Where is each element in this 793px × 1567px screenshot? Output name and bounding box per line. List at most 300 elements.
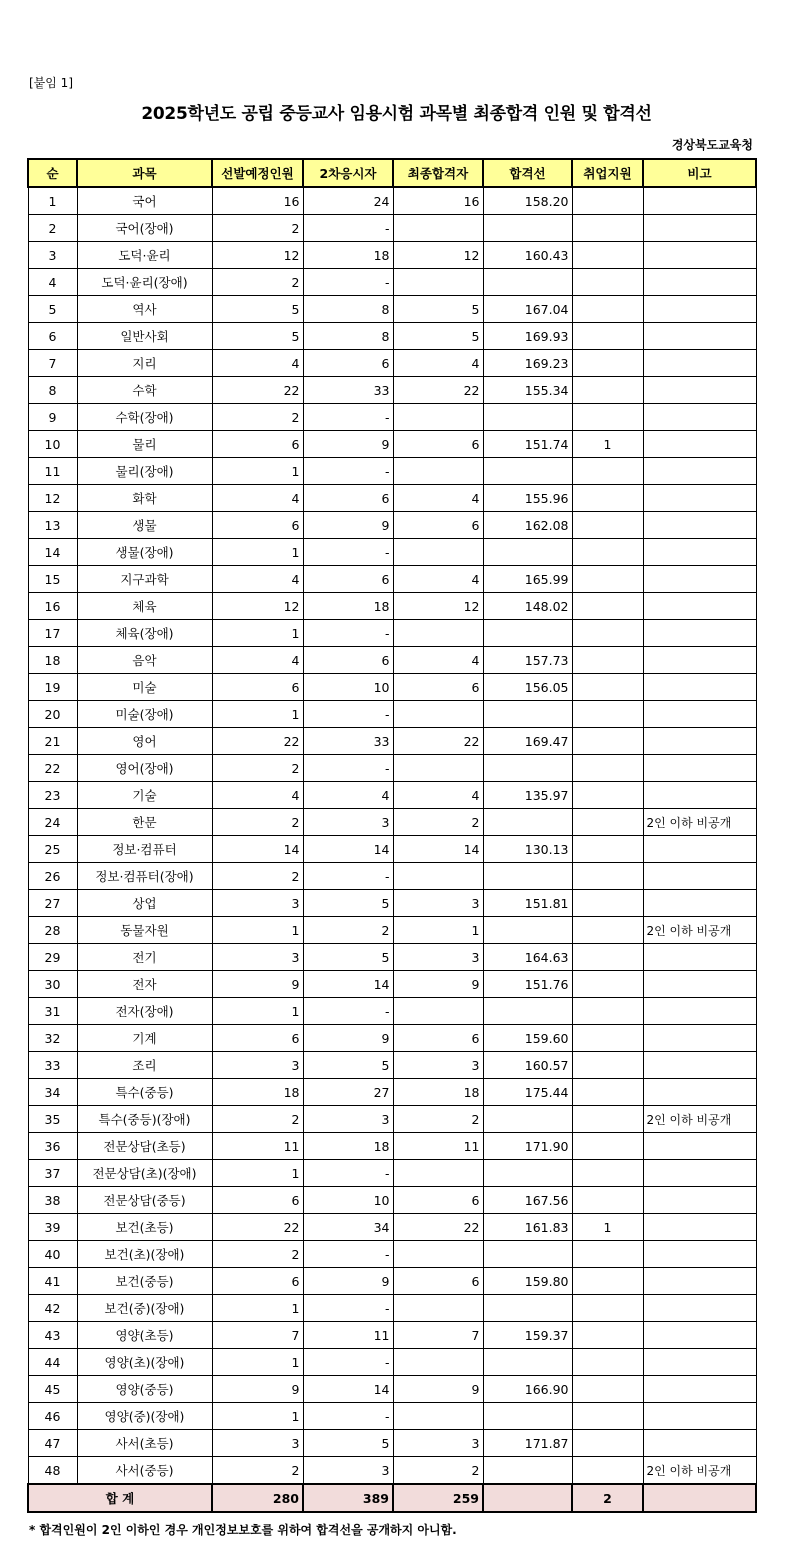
cell-cutoff: 169.93: [483, 323, 572, 350]
header-second-round: 2차응시자: [303, 159, 393, 187]
cell-no: 19: [28, 674, 77, 701]
cell-planned: 2: [212, 863, 303, 890]
table-row: [28, 728, 756, 755]
header-remarks: 비고: [643, 159, 756, 187]
cell-remarks: [643, 242, 756, 269]
cell-no: 27: [28, 890, 77, 917]
cell-employment-support: [572, 269, 643, 296]
cell-subject: 특수(중등)(장애): [77, 1106, 212, 1133]
cell-employment-support: [572, 1241, 643, 1268]
cell-cutoff: 151.76: [483, 971, 572, 998]
cell-subject: 사서(초등): [77, 1430, 212, 1457]
cell-final: 6: [393, 1187, 483, 1214]
cell-subject: 미술: [77, 674, 212, 701]
table-row: [28, 1160, 756, 1187]
table-row: [28, 1349, 756, 1376]
table-row: [28, 1295, 756, 1322]
cell-planned: 6: [212, 431, 303, 458]
cell-remarks: [643, 1403, 756, 1430]
cell-subject: 보건(중)(장애): [77, 1295, 212, 1322]
cell-remarks: [643, 1052, 756, 1079]
cell-subject: 정보·컴퓨터(장애): [77, 863, 212, 890]
cell-cutoff: 171.87: [483, 1430, 572, 1457]
cell-cutoff: 167.04: [483, 296, 572, 323]
cell-final: 14: [393, 836, 483, 863]
table-row: [28, 917, 756, 944]
cell-second-round: 14: [303, 836, 393, 863]
cell-no: 5: [28, 296, 77, 323]
cell-remarks: [643, 458, 756, 485]
cell-employment-support: [572, 1133, 643, 1160]
cell-subject: 화학: [77, 485, 212, 512]
cell-subject: 생물: [77, 512, 212, 539]
cell-subject: 영어(장애): [77, 755, 212, 782]
cell-no: 11: [28, 458, 77, 485]
cell-second-round: 8: [303, 296, 393, 323]
cell-remarks: 2인 이하 비공개: [643, 809, 756, 836]
cell-second-round: -: [303, 269, 393, 296]
cell-final: 4: [393, 647, 483, 674]
cell-remarks: 2인 이하 비공개: [643, 1106, 756, 1133]
cell-employment-support: [572, 485, 643, 512]
cell-final: [393, 863, 483, 890]
cell-employment-support: [572, 647, 643, 674]
cell-subject: 역사: [77, 296, 212, 323]
cell-remarks: 2인 이하 비공개: [643, 1457, 756, 1485]
cell-remarks: [643, 1295, 756, 1322]
header-employment-support: 취업지원: [572, 159, 643, 187]
cell-planned: 12: [212, 242, 303, 269]
cell-no: 33: [28, 1052, 77, 1079]
cell-no: 9: [28, 404, 77, 431]
cell-planned: 1: [212, 1160, 303, 1187]
cell-subject: 영양(중등): [77, 1376, 212, 1403]
cell-planned: 9: [212, 971, 303, 998]
total-second-round: 389: [303, 1484, 393, 1512]
cell-remarks: [643, 1376, 756, 1403]
cell-second-round: 14: [303, 1376, 393, 1403]
total-label: 합 계: [28, 1484, 212, 1512]
cell-final: [393, 539, 483, 566]
cell-final: 4: [393, 485, 483, 512]
cell-planned: 1: [212, 701, 303, 728]
cell-remarks: [643, 701, 756, 728]
cell-employment-support: [572, 1187, 643, 1214]
cell-cutoff: 156.05: [483, 674, 572, 701]
cell-no: 30: [28, 971, 77, 998]
cell-second-round: 18: [303, 242, 393, 269]
cell-remarks: [643, 1079, 756, 1106]
cell-second-round: 24: [303, 187, 393, 215]
cell-cutoff: [483, 998, 572, 1025]
cell-second-round: 5: [303, 944, 393, 971]
cell-no: 43: [28, 1322, 77, 1349]
cell-cutoff: [483, 215, 572, 242]
table-row: [28, 674, 756, 701]
cell-second-round: 10: [303, 674, 393, 701]
cell-remarks: [643, 187, 756, 215]
cell-cutoff: [483, 404, 572, 431]
cell-final: 3: [393, 890, 483, 917]
table-row: [28, 485, 756, 512]
cell-no: 36: [28, 1133, 77, 1160]
cell-cutoff: [483, 539, 572, 566]
cell-cutoff: [483, 1403, 572, 1430]
cell-cutoff: [483, 1241, 572, 1268]
cell-employment-support: [572, 566, 643, 593]
cell-employment-support: [572, 593, 643, 620]
cell-planned: 1: [212, 998, 303, 1025]
cell-remarks: [643, 1241, 756, 1268]
cell-employment-support: [572, 1160, 643, 1187]
cell-remarks: 2인 이하 비공개: [643, 917, 756, 944]
cell-remarks: [643, 620, 756, 647]
cell-cutoff: [483, 1106, 572, 1133]
cell-subject: 지구과학: [77, 566, 212, 593]
cell-final: 9: [393, 971, 483, 998]
cell-employment-support: [572, 512, 643, 539]
cell-planned: 6: [212, 1187, 303, 1214]
cell-second-round: 11: [303, 1322, 393, 1349]
cell-final: 4: [393, 782, 483, 809]
cell-remarks: [643, 404, 756, 431]
cell-planned: 18: [212, 1079, 303, 1106]
table-row: [28, 944, 756, 971]
cell-final: 6: [393, 1025, 483, 1052]
cell-subject: 상업: [77, 890, 212, 917]
cell-final: 9: [393, 1376, 483, 1403]
cell-planned: 7: [212, 1322, 303, 1349]
cell-subject: 영양(초등): [77, 1322, 212, 1349]
table-row: [28, 215, 756, 242]
cell-employment-support: [572, 944, 643, 971]
cell-subject: 동물자원: [77, 917, 212, 944]
cell-planned: 5: [212, 296, 303, 323]
cell-no: 46: [28, 1403, 77, 1430]
cell-remarks: [643, 647, 756, 674]
total-final: 259: [393, 1484, 483, 1512]
table-row: [28, 404, 756, 431]
cell-second-round: -: [303, 1295, 393, 1322]
cell-no: 28: [28, 917, 77, 944]
table-row: [28, 1052, 756, 1079]
cell-cutoff: 165.99: [483, 566, 572, 593]
cell-final: 3: [393, 1052, 483, 1079]
cell-employment-support: [572, 296, 643, 323]
cell-no: 14: [28, 539, 77, 566]
cell-remarks: [643, 971, 756, 998]
cell-second-round: 3: [303, 1457, 393, 1485]
cell-second-round: 8: [303, 323, 393, 350]
cell-planned: 22: [212, 1214, 303, 1241]
cell-subject: 전자(장애): [77, 998, 212, 1025]
cell-planned: 14: [212, 836, 303, 863]
cell-remarks: [643, 512, 756, 539]
cell-second-round: 34: [303, 1214, 393, 1241]
cell-planned: 5: [212, 323, 303, 350]
cell-final: 4: [393, 566, 483, 593]
cell-employment-support: [572, 215, 643, 242]
cell-final: 4: [393, 350, 483, 377]
cell-subject: 전자: [77, 971, 212, 998]
table-row: [28, 269, 756, 296]
cell-final: 6: [393, 512, 483, 539]
cell-employment-support: [572, 1106, 643, 1133]
cell-subject: 조리: [77, 1052, 212, 1079]
cell-subject: 국어: [77, 187, 212, 215]
total-remarks: [643, 1484, 756, 1512]
cell-remarks: [643, 674, 756, 701]
cell-no: 34: [28, 1079, 77, 1106]
cell-second-round: 5: [303, 890, 393, 917]
cell-no: 31: [28, 998, 77, 1025]
cell-second-round: -: [303, 863, 393, 890]
cell-final: [393, 215, 483, 242]
cell-employment-support: [572, 917, 643, 944]
table-row: [28, 1025, 756, 1052]
cell-employment-support: [572, 998, 643, 1025]
cell-subject: 보건(초등): [77, 1214, 212, 1241]
cell-final: 5: [393, 296, 483, 323]
cell-employment-support: [572, 836, 643, 863]
cell-final: 3: [393, 1430, 483, 1457]
cell-remarks: [643, 782, 756, 809]
cell-planned: 9: [212, 1376, 303, 1403]
cell-second-round: 6: [303, 350, 393, 377]
cell-remarks: [643, 1349, 756, 1376]
cell-no: 1: [28, 187, 77, 215]
cell-planned: 1: [212, 917, 303, 944]
table-row: [28, 1457, 756, 1485]
cell-remarks: [643, 350, 756, 377]
cell-final: 16: [393, 187, 483, 215]
table-row: [28, 1106, 756, 1133]
cell-no: 17: [28, 620, 77, 647]
cell-cutoff: 167.56: [483, 1187, 572, 1214]
table-row: [28, 1079, 756, 1106]
cell-planned: 1: [212, 458, 303, 485]
cell-cutoff: 151.74: [483, 431, 572, 458]
table-header-row: [28, 159, 756, 187]
cell-employment-support: [572, 242, 643, 269]
cell-final: [393, 1403, 483, 1430]
table-row: [28, 971, 756, 998]
cell-cutoff: 148.02: [483, 593, 572, 620]
cell-final: 12: [393, 242, 483, 269]
table-row: [28, 350, 756, 377]
cell-no: 4: [28, 269, 77, 296]
cell-planned: 4: [212, 647, 303, 674]
cell-cutoff: 164.63: [483, 944, 572, 971]
cell-subject: 전문상담(초등): [77, 1133, 212, 1160]
table-row: [28, 431, 756, 458]
cell-cutoff: 159.80: [483, 1268, 572, 1295]
cell-remarks: [643, 1268, 756, 1295]
cell-employment-support: [572, 1376, 643, 1403]
cell-remarks: [643, 944, 756, 971]
cell-cutoff: 157.73: [483, 647, 572, 674]
cell-final: [393, 755, 483, 782]
cell-no: 15: [28, 566, 77, 593]
cell-second-round: 9: [303, 512, 393, 539]
cell-final: 11: [393, 1133, 483, 1160]
cell-subject: 수학: [77, 377, 212, 404]
cell-employment-support: [572, 674, 643, 701]
cell-planned: 1: [212, 539, 303, 566]
table-row: [28, 863, 756, 890]
cell-cutoff: [483, 1457, 572, 1485]
cell-planned: 2: [212, 404, 303, 431]
cell-final: [393, 701, 483, 728]
cell-subject: 영양(초)(장애): [77, 1349, 212, 1376]
cell-final: [393, 1349, 483, 1376]
cell-subject: 보건(초)(장애): [77, 1241, 212, 1268]
cell-planned: 3: [212, 890, 303, 917]
cell-employment-support: [572, 377, 643, 404]
cell-employment-support: [572, 1322, 643, 1349]
cell-cutoff: 169.23: [483, 350, 572, 377]
cell-second-round: 5: [303, 1430, 393, 1457]
cell-no: 16: [28, 593, 77, 620]
cell-second-round: -: [303, 620, 393, 647]
cell-no: 38: [28, 1187, 77, 1214]
cell-employment-support: [572, 755, 643, 782]
cell-second-round: -: [303, 1349, 393, 1376]
cell-final: [393, 269, 483, 296]
cell-remarks: [643, 836, 756, 863]
cell-planned: 4: [212, 485, 303, 512]
cell-cutoff: [483, 269, 572, 296]
cell-second-round: 5: [303, 1052, 393, 1079]
cell-remarks: [643, 323, 756, 350]
cell-employment-support: [572, 1025, 643, 1052]
cell-second-round: -: [303, 701, 393, 728]
cell-cutoff: 175.44: [483, 1079, 572, 1106]
table-row: [28, 187, 756, 215]
cell-cutoff: 159.60: [483, 1025, 572, 1052]
cell-final: [393, 1160, 483, 1187]
cell-employment-support: [572, 809, 643, 836]
cell-second-round: -: [303, 998, 393, 1025]
cell-employment-support: 1: [572, 1214, 643, 1241]
cell-cutoff: 161.83: [483, 1214, 572, 1241]
cell-subject: 일반사회: [77, 323, 212, 350]
cell-remarks: [643, 863, 756, 890]
document-title: 2025학년도 공립 중등교사 임용시험 과목별 최종합격 인원 및 합격선: [141, 104, 652, 124]
cell-planned: 16: [212, 187, 303, 215]
cell-employment-support: [572, 350, 643, 377]
cell-second-round: 9: [303, 1268, 393, 1295]
table-row: [28, 323, 756, 350]
cell-cutoff: 151.81: [483, 890, 572, 917]
table-body: [28, 187, 756, 1484]
cell-cutoff: [483, 809, 572, 836]
cell-remarks: [643, 728, 756, 755]
cell-cutoff: 158.20: [483, 187, 572, 215]
cell-second-round: 27: [303, 1079, 393, 1106]
cell-subject: 사서(중등): [77, 1457, 212, 1485]
header-no: 순: [28, 159, 77, 187]
cell-remarks: [643, 1133, 756, 1160]
table-row: [28, 512, 756, 539]
cell-subject: 전문상담(초)(장애): [77, 1160, 212, 1187]
cell-planned: 2: [212, 1241, 303, 1268]
cell-no: 47: [28, 1430, 77, 1457]
cell-final: [393, 404, 483, 431]
footnote: * 합격인원이 2인 이하인 경우 개인정보보호를 위하여 합격선을 공개하지 아니함.: [29, 1523, 457, 1537]
cell-planned: 2: [212, 809, 303, 836]
cell-remarks: [643, 1025, 756, 1052]
header-subject: 과목: [77, 159, 212, 187]
cell-subject: 물리(장애): [77, 458, 212, 485]
cell-employment-support: [572, 539, 643, 566]
cell-subject: 미술(장애): [77, 701, 212, 728]
cell-subject: 수학(장애): [77, 404, 212, 431]
table-row: [28, 647, 756, 674]
cell-second-round: 6: [303, 485, 393, 512]
cell-cutoff: 155.96: [483, 485, 572, 512]
cell-second-round: 2: [303, 917, 393, 944]
cell-cutoff: 130.13: [483, 836, 572, 863]
cell-final: 12: [393, 593, 483, 620]
cell-planned: 4: [212, 566, 303, 593]
cell-second-round: -: [303, 1160, 393, 1187]
cell-employment-support: [572, 782, 643, 809]
cell-remarks: [643, 485, 756, 512]
table-row: [28, 566, 756, 593]
cell-second-round: -: [303, 539, 393, 566]
cell-planned: 3: [212, 1052, 303, 1079]
cell-no: 35: [28, 1106, 77, 1133]
cell-second-round: 3: [303, 1106, 393, 1133]
cell-final: 18: [393, 1079, 483, 1106]
table-row: [28, 890, 756, 917]
cell-planned: 4: [212, 350, 303, 377]
cell-second-round: 18: [303, 1133, 393, 1160]
cell-cutoff: [483, 1349, 572, 1376]
cell-remarks: [643, 1160, 756, 1187]
cell-employment-support: [572, 863, 643, 890]
cell-employment-support: [572, 728, 643, 755]
cell-no: 13: [28, 512, 77, 539]
cell-subject: 생물(장애): [77, 539, 212, 566]
cell-cutoff: 171.90: [483, 1133, 572, 1160]
cell-subject: 지리: [77, 350, 212, 377]
cell-subject: 도덕·윤리(장애): [77, 269, 212, 296]
cell-employment-support: [572, 323, 643, 350]
cell-planned: 3: [212, 1430, 303, 1457]
cell-second-round: -: [303, 404, 393, 431]
cell-final: 5: [393, 323, 483, 350]
cell-subject: 보건(중등): [77, 1268, 212, 1295]
cell-final: 2: [393, 1457, 483, 1485]
cell-cutoff: 166.90: [483, 1376, 572, 1403]
cell-employment-support: [572, 1430, 643, 1457]
cell-planned: 2: [212, 215, 303, 242]
cell-planned: 1: [212, 620, 303, 647]
attachment-label: [붙임 1]: [29, 76, 73, 90]
cell-remarks: [643, 1430, 756, 1457]
cell-second-round: 10: [303, 1187, 393, 1214]
table-row: [28, 296, 756, 323]
cell-final: 22: [393, 1214, 483, 1241]
cell-planned: 1: [212, 1295, 303, 1322]
cell-no: 7: [28, 350, 77, 377]
cell-planned: 22: [212, 377, 303, 404]
cell-no: 29: [28, 944, 77, 971]
table-row: [28, 1241, 756, 1268]
cell-no: 44: [28, 1349, 77, 1376]
